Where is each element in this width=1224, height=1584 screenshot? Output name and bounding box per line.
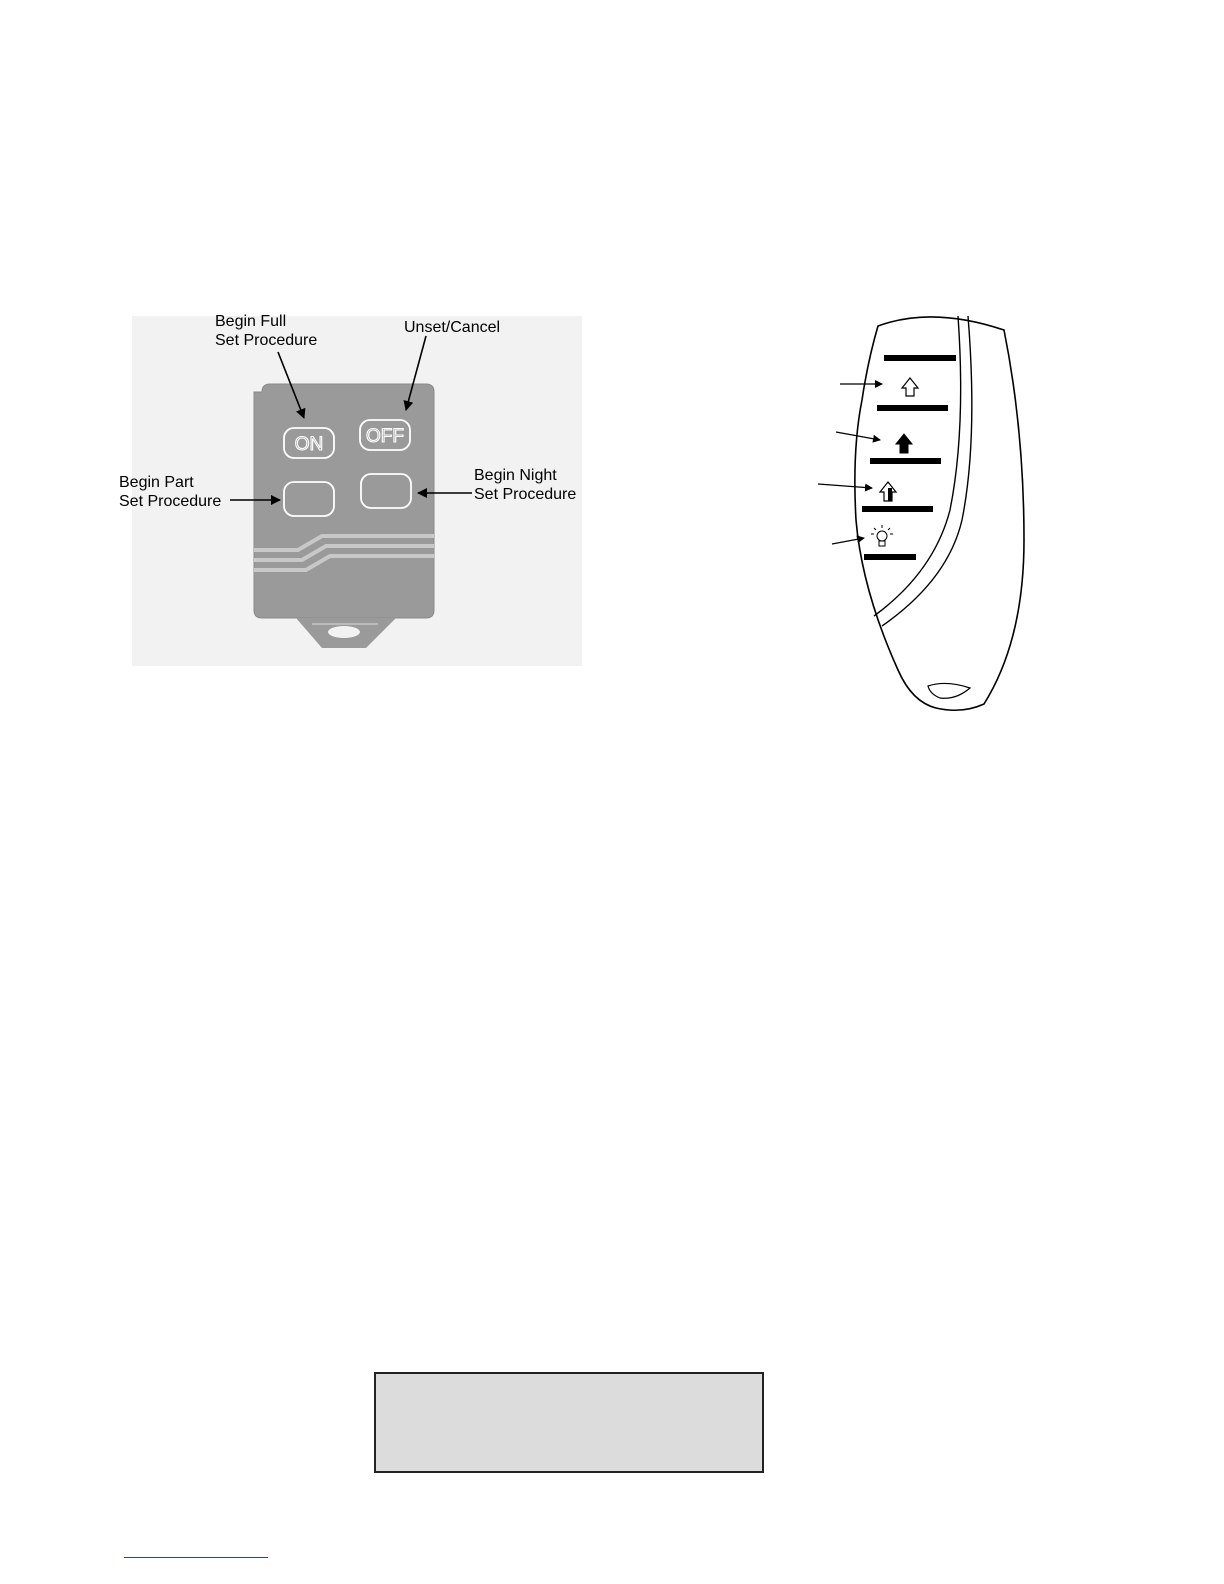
- footer-rule: [124, 1557, 268, 1558]
- keyfob-figure-left: [116, 312, 582, 666]
- svg-text:ON: ON: [294, 434, 324, 455]
- note-box: [374, 1372, 764, 1473]
- part-set-label: Begin Part Set Procedure: [119, 474, 222, 510]
- remote-body-outline: [855, 317, 1024, 710]
- keyfob-side-drawing: [812, 310, 1042, 720]
- night-set-label: Begin Night Set Procedure: [474, 467, 577, 503]
- svg-text:OFF: OFF: [366, 426, 404, 447]
- full-set-label: Begin Full Set Procedure: [215, 313, 318, 349]
- keyring-hole: [328, 626, 360, 638]
- unset-cancel-label: Unset/Cancel: [404, 319, 501, 336]
- keyfob-figure-right: [812, 310, 1042, 720]
